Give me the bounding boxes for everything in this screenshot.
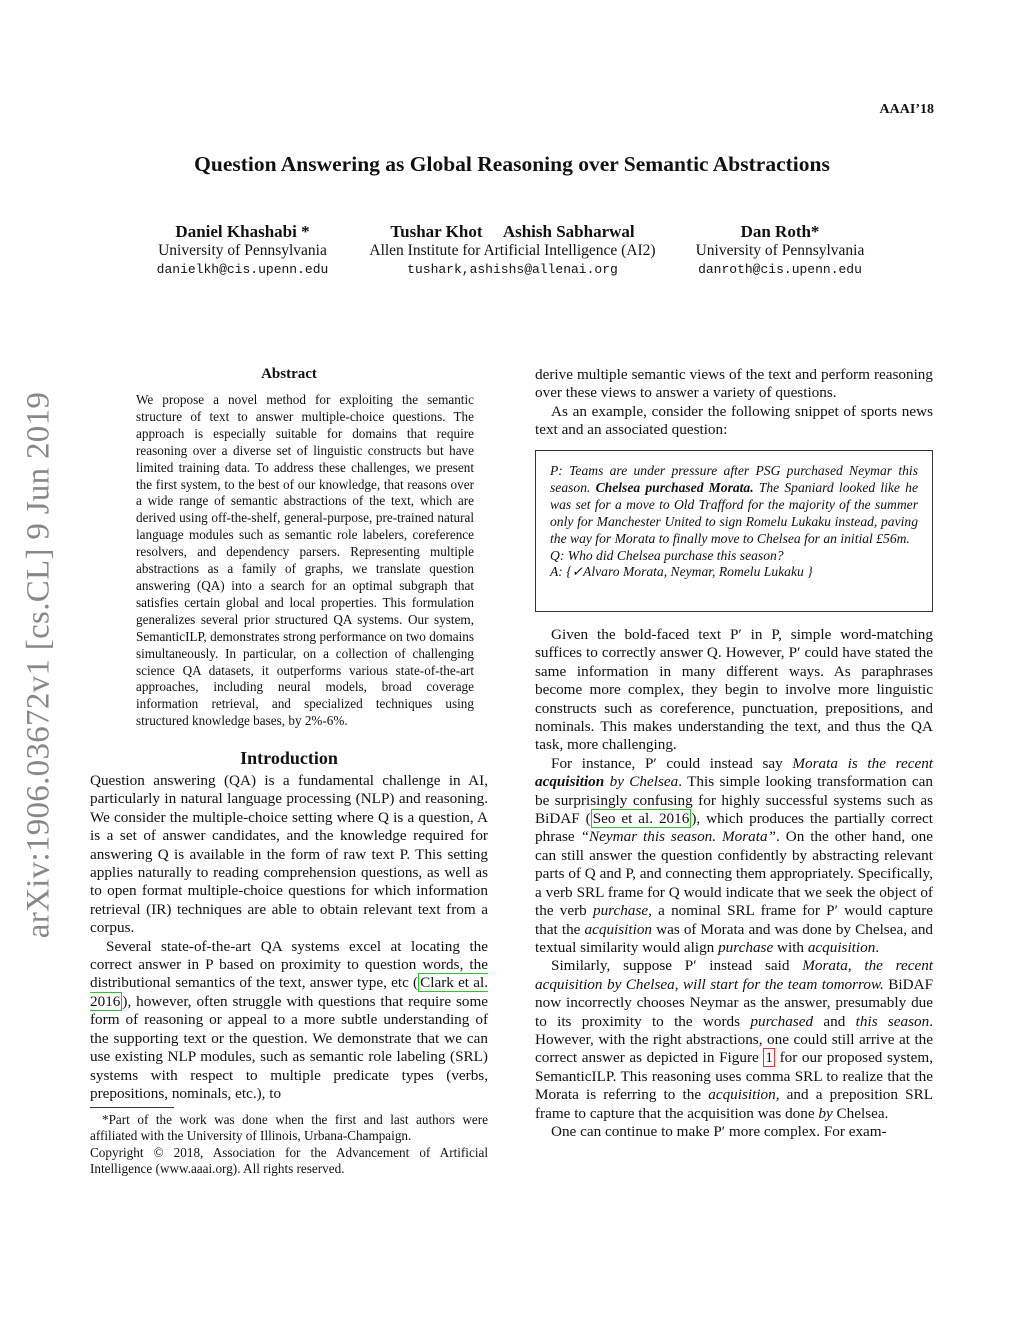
- text-run: was of Morata and was done by Chelsea, and textual similarity would align: [535, 920, 934, 956]
- arxiv-stamp-text: arXiv:1906.03672v1 [cs.CL] 9 Jun 2019: [20, 391, 57, 939]
- text-run: , and a preposition SRL frame to capture that the acquisition was done: [535, 1086, 933, 1122]
- paragraph: [535, 755, 933, 957]
- text-run: acquisition: [535, 773, 605, 791]
- text-run: .: [875, 938, 880, 956]
- text-run: Teams are under pressure after PSG purchased Neymar this season.: [550, 463, 918, 495]
- text-run: For instance, P′ could instead say: [551, 754, 783, 772]
- text-run: , however, often struggle with questions that require some form of reasoning or appeal to a more subtle understanding of the supporting text or the question. We demonstrate that we can use existing NLP modules, such as semantic role labeling (SRL) systems with respect to multiple predicate types (verbs, prepositions, nominals, etc.), to: [90, 992, 488, 1102]
- footnote-rule: [90, 1107, 174, 1108]
- text-run: Several state-of-the-art QA systems excel at locating the correct answer in P based on proximity to question words, the distributional semantics of the text, answer type, etc: [90, 937, 488, 992]
- text-run: The Spaniard looked like he was set for a move to Old Trafford for the majority of the summer only for Manchester United to sign Romelu Lukaku instead, paving the way for Morata to finally move to Chelsea for an initial £56m.: [550, 479, 918, 546]
- author-email: tushark,ashishs@allenai.org: [407, 262, 618, 277]
- paragraph: Given the bold-faced text P′ in P, simple word-matching suffices to correctly answer Q. However, P′ could have stated the same information in many different ways. As paraphrases become more complex, they begin to involve more linguistic constructs such as coreference, punctuation, prepositions, and nominals. This makes understanding the text, and thus the QA task, more challenging.: [535, 626, 933, 754]
- text-run: acquisition: [584, 920, 653, 938]
- paragraph: As an example, consider the following snippet of sports news text and an associated question:: [535, 402, 933, 439]
- text-run: Morata, the recent acquisition by Chelsea, will start for the team tomorrow.: [535, 957, 934, 993]
- text-run: Similarly, suppose P′ instead said: [551, 957, 790, 975]
- author-name: Ashish Sabharwal: [502, 222, 635, 241]
- text-run: . However, with the right abstractions, one could still arrive at the correct answer as depicted in Figure: [535, 1012, 934, 1067]
- author-affiliation: University of Pennsylvania: [158, 242, 327, 259]
- text-run: purchase: [592, 902, 649, 920]
- passage: [550, 463, 918, 548]
- abstract-text: We propose a novel method for exploiting the semantic structure of text to answer multiple-choice questions. The approach is especially suitable for domains that require reasoning over a diverse set of linguistic constructs but have limited training data. To address these challenges, we present the first system, to the best of our knowledge, that reasons over a wide range of semantic abstractions of the text, which are derived using off-the-shelf, general-purpose, pre-trained natural language modules such as semantic role labelers, coreference resolvers, and dependency parsers. Representing multiple abstractions as a family of graphs, we translate question answering (QA) into a search for an optimal subgraph that satisfies certain global and local properties. This formulation generalizes several prior structured QA systems. Our system, SemanticILP, demonstrates strong performance on two domains simultaneously. In particular, on a collection of challenging science QA datasets, it outperforms various state-of-the-art approaches, including neural models, broad coverage information retrieval, and specialized techniques using structured knowledge bases, by 2%-6%.: [136, 392, 474, 729]
- arxiv-stamp: [18, 370, 60, 960]
- author-name: Daniel Khashabi *: [175, 222, 310, 241]
- figure-link[interactable]: 1: [765, 1049, 773, 1067]
- right-column-body: [535, 626, 933, 1141]
- text-run: by: [818, 1104, 833, 1122]
- copyright-text: Copyright © 2018, Association for the Advancement of Artificial Intelligence (www.aaai.org). All rights reserved.: [90, 1144, 488, 1177]
- author-email: danroth@cis.upenn.edu: [698, 262, 862, 277]
- abstract-heading: Abstract: [261, 366, 317, 382]
- author-block: [675, 222, 885, 279]
- text-run: . On the other hand, one can still answer the question confidently by abstracting relevant parts of Q and P, and connecting them appropriately. Specifically, a verb SRL frame for Q would indicate that we seek the object of the verb: [535, 828, 934, 920]
- author-block: [130, 222, 355, 279]
- paragraph: One can continue to make P′ more complex. For exam-: [551, 1122, 887, 1140]
- introduction-body: [90, 772, 488, 1103]
- text-run: “Neymar this season. Morata”: [580, 828, 776, 846]
- text-run: acquisition: [807, 938, 876, 956]
- example-box: [535, 450, 933, 612]
- passage-label: P:: [550, 463, 563, 478]
- paragraph: Question answering (QA) is a fundamental challenge in AI, particularly in natural language processing (NLP) and reasoning. We consider the multiple-choice setting where Q is a question, A is a set of answer candidates, and the knowledge required for answering Q is available in the form of raw text P. This setting applies naturally to reading comprehension questions, as well as to open format multiple-choice questions for which information retrieval (IR) techniques are able to obtain relevant text from a corpus.: [90, 772, 488, 937]
- footnote: [90, 1112, 488, 1178]
- example-content: [550, 463, 918, 581]
- text-run: acquisition: [708, 1086, 776, 1104]
- text-run: for our proposed system, SemanticILP. This reasoning uses comma SRL to realize that the Morata is referring to the: [535, 1049, 933, 1104]
- text-run: purchased: [750, 1012, 814, 1030]
- text-run: and: [823, 1012, 846, 1030]
- question: Q: Who did Chelsea purchase this season?: [550, 547, 784, 563]
- introduction-heading: Introduction: [240, 748, 338, 768]
- right-column-top: [535, 366, 933, 440]
- author-affiliation: Allen Institute for Artificial Intelligence (AI2): [369, 242, 656, 259]
- answers: A: {✓Alvaro Morata, Neymar, Romelu Lukaku }: [550, 564, 813, 580]
- author-block: [355, 222, 670, 279]
- text-run: this season: [855, 1012, 930, 1030]
- text-run: by Chelsea: [609, 773, 679, 791]
- author-name: Tushar Khot: [390, 222, 483, 241]
- text-run: Morata is the recent: [792, 754, 934, 772]
- footnote-text: *Part of the work was done when the first and last authors were affiliated with the University of Illinois, Urbana-Champaign.: [90, 1112, 488, 1144]
- author-email: danielkh@cis.upenn.edu: [156, 262, 329, 277]
- text-run: BiDAF now incorrectly chooses Neymar as the answer, presumably due to its proximity to the words: [535, 975, 934, 1030]
- text-run: , a nominal SRL frame for P′ would capture that the: [535, 902, 933, 938]
- paragraph: derive multiple semantic views of the text and perform reasoning over these views to answer a variety of questions.: [535, 366, 933, 402]
- text-run: ), which produces the partially correct phrase: [535, 810, 933, 846]
- venue-label: AAAI’18: [879, 102, 934, 117]
- paper-title: Question Answering as Global Reasoning over Semantic Abstractions: [194, 152, 830, 176]
- citation-link[interactable]: Clark et al. 2016: [90, 974, 488, 1010]
- citation-link[interactable]: Seo et al. 2016: [592, 810, 690, 828]
- text-run: Chelsea.: [836, 1104, 889, 1122]
- paragraph: [535, 957, 933, 1123]
- author-affiliation: University of Pennsylvania: [695, 242, 865, 259]
- text-run: purchase: [718, 938, 774, 956]
- text-run: . This simple looking transformation can be surprisingly confusing for highly successful systems such as BiDAF (: [535, 773, 934, 828]
- bold-snippet: Chelsea purchased Morata.: [595, 479, 754, 495]
- author-name: Dan Roth*: [740, 222, 820, 241]
- paragraph: Several state-of-the-art QA systems excel at locating the correct answer in P based on proximity to question words, the distributional semantics of the text, answer type, etc ( Clark et al. 2016 ), however, often struggle with questions that require some form of reasoning or appeal to a more subtle understanding of the supporting text or the question. We demonstrate that we can use existing NLP modules, such as semantic role labeling (SRL) systems with respect to multiple predicate types (verbs, prepositions, nominals, etc.), to: [90, 937, 488, 1102]
- author-names: [355, 222, 670, 241]
- text-run: with: [777, 938, 805, 956]
